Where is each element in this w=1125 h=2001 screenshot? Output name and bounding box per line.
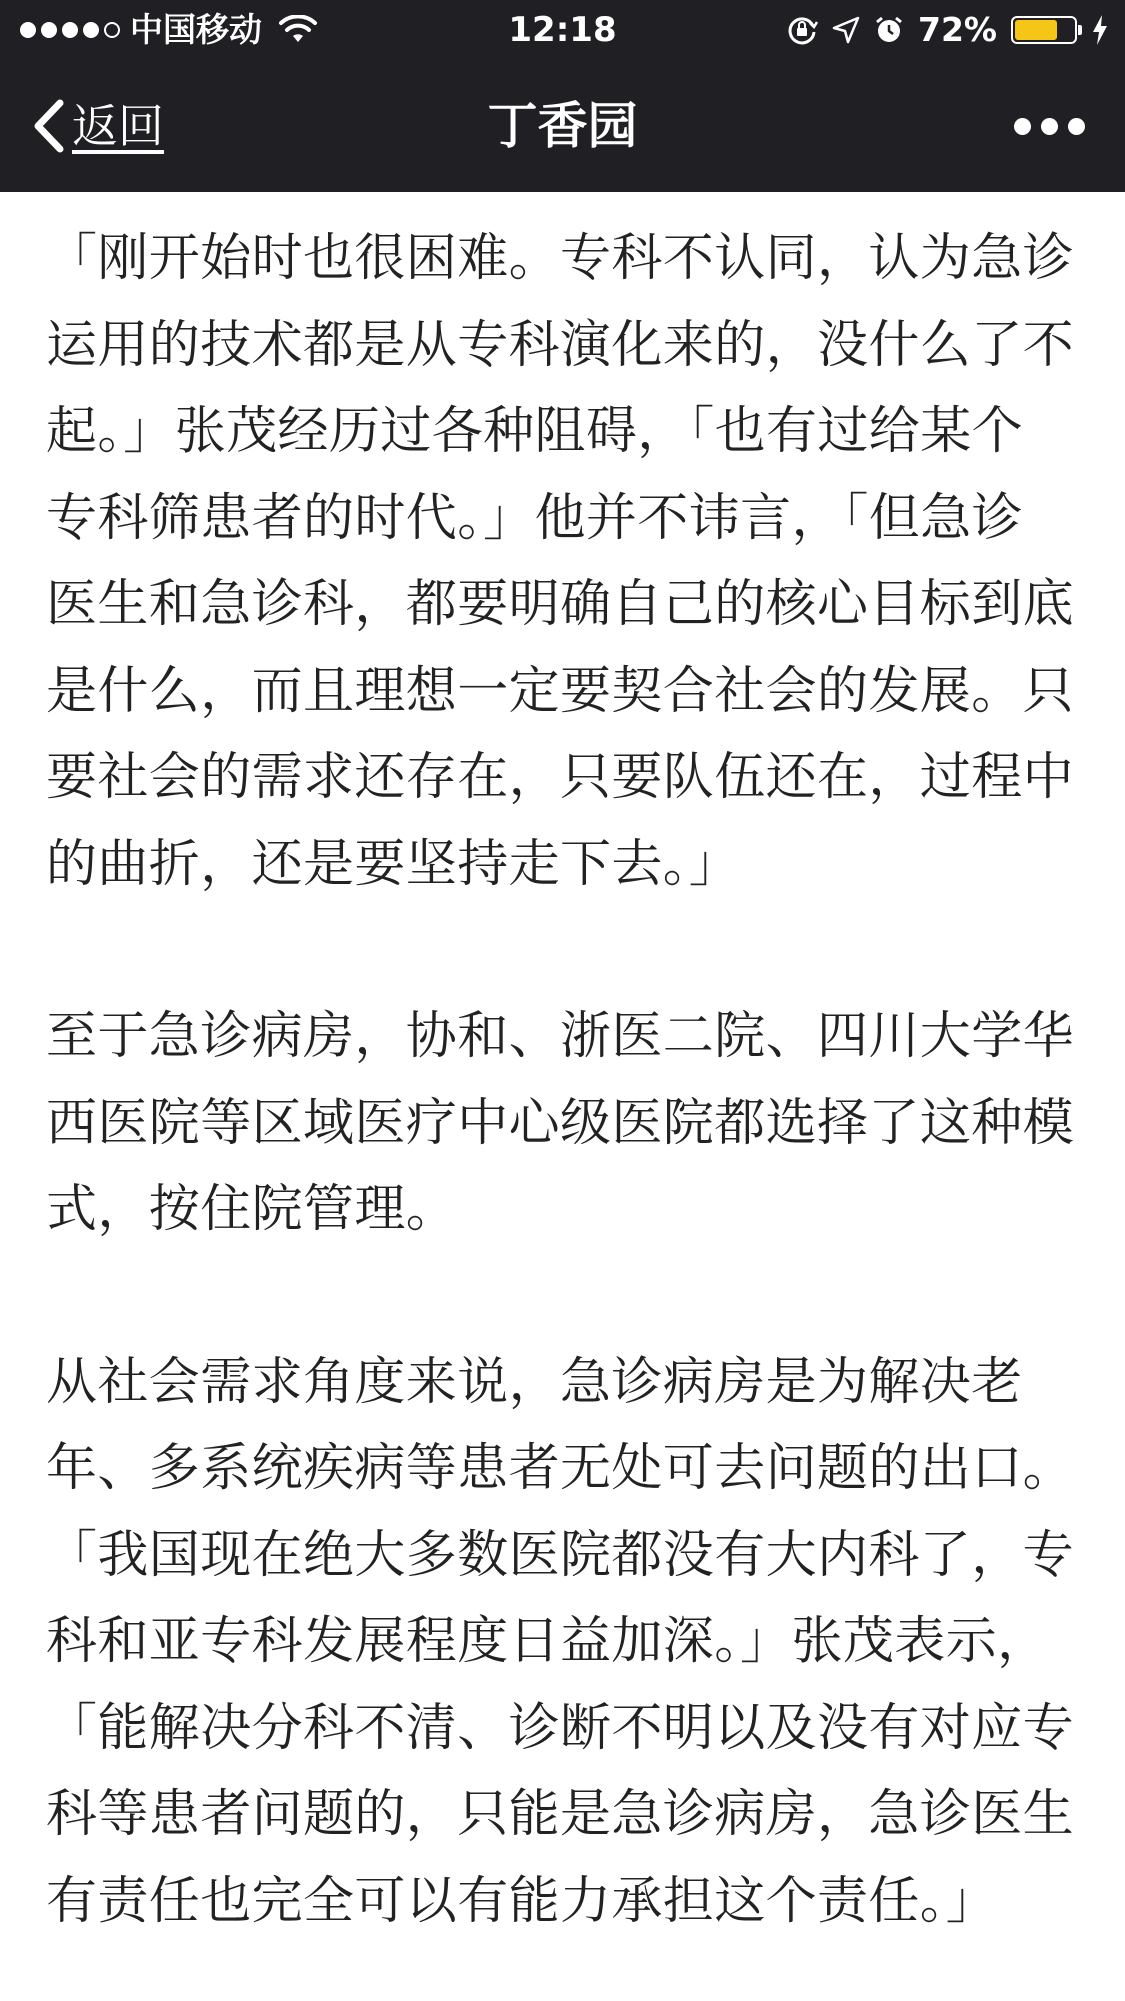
location-arrow-icon <box>832 16 860 44</box>
back-label[interactable]: 返回 <box>72 99 164 153</box>
article-paragraph-2: 至于急诊病房，协和、浙医二院、四川大学华 西医院等区域医疗中心级医院都选择了这种模 式，按住院管理。 <box>46 1007 1075 1239</box>
battery-percent: 72% <box>918 10 997 49</box>
status-bar <box>0 0 1125 60</box>
more-dots-icon[interactable] <box>1014 110 1085 142</box>
alarm-icon <box>874 15 904 45</box>
article-paragraph-1: 「刚开始时也很困难。专科不认同，认为急诊 运用的技术都是从专科演化来的，没什么了不 起。」张茂经历过各种阻碍，「也有过给某个 专科筛患者的时代。」他并不讳言，「但急诊 医生和急诊科，都要明确自己的核心目标到底 是什么，而且理想一定要契合社会的发展。只 要社会的需求还存在，只要队伍还在，过程中 的曲折，还是要坚持走下去。」 <box>46 229 1075 894</box>
status-time: 12:18 <box>508 10 617 50</box>
orientation-lock-icon <box>786 14 818 46</box>
battery-level-fill <box>1015 20 1057 40</box>
navigation-bar <box>0 60 1125 192</box>
article-body <box>46 192 1086 1945</box>
status-right <box>786 8 1109 52</box>
battery-icon <box>1011 16 1077 44</box>
article-paragraph-3: 从社会需求角度来说，急诊病房是为解决老 年、多系统疾病等患者无处可去问题的出口。 「我国现在绝大多数医院都没有大内科了，专 科和亚专科发展程度日益加深。」张茂表示， 「能解决分科不清、诊断不明以及没有对应专 科等患者问题的，只能是急诊病房，急诊医生 有责任也完全可以有能力承担这个责任。」 <box>46 1352 1075 1931</box>
more-dot <box>1068 118 1085 135</box>
page-title: 丁香园 <box>487 97 638 155</box>
more-dot <box>1041 118 1058 135</box>
battery-tip <box>1078 25 1082 35</box>
more-dot <box>1014 118 1031 135</box>
charging-bolt-icon <box>1091 14 1109 46</box>
carrier-name: 中国移动 <box>130 10 262 49</box>
